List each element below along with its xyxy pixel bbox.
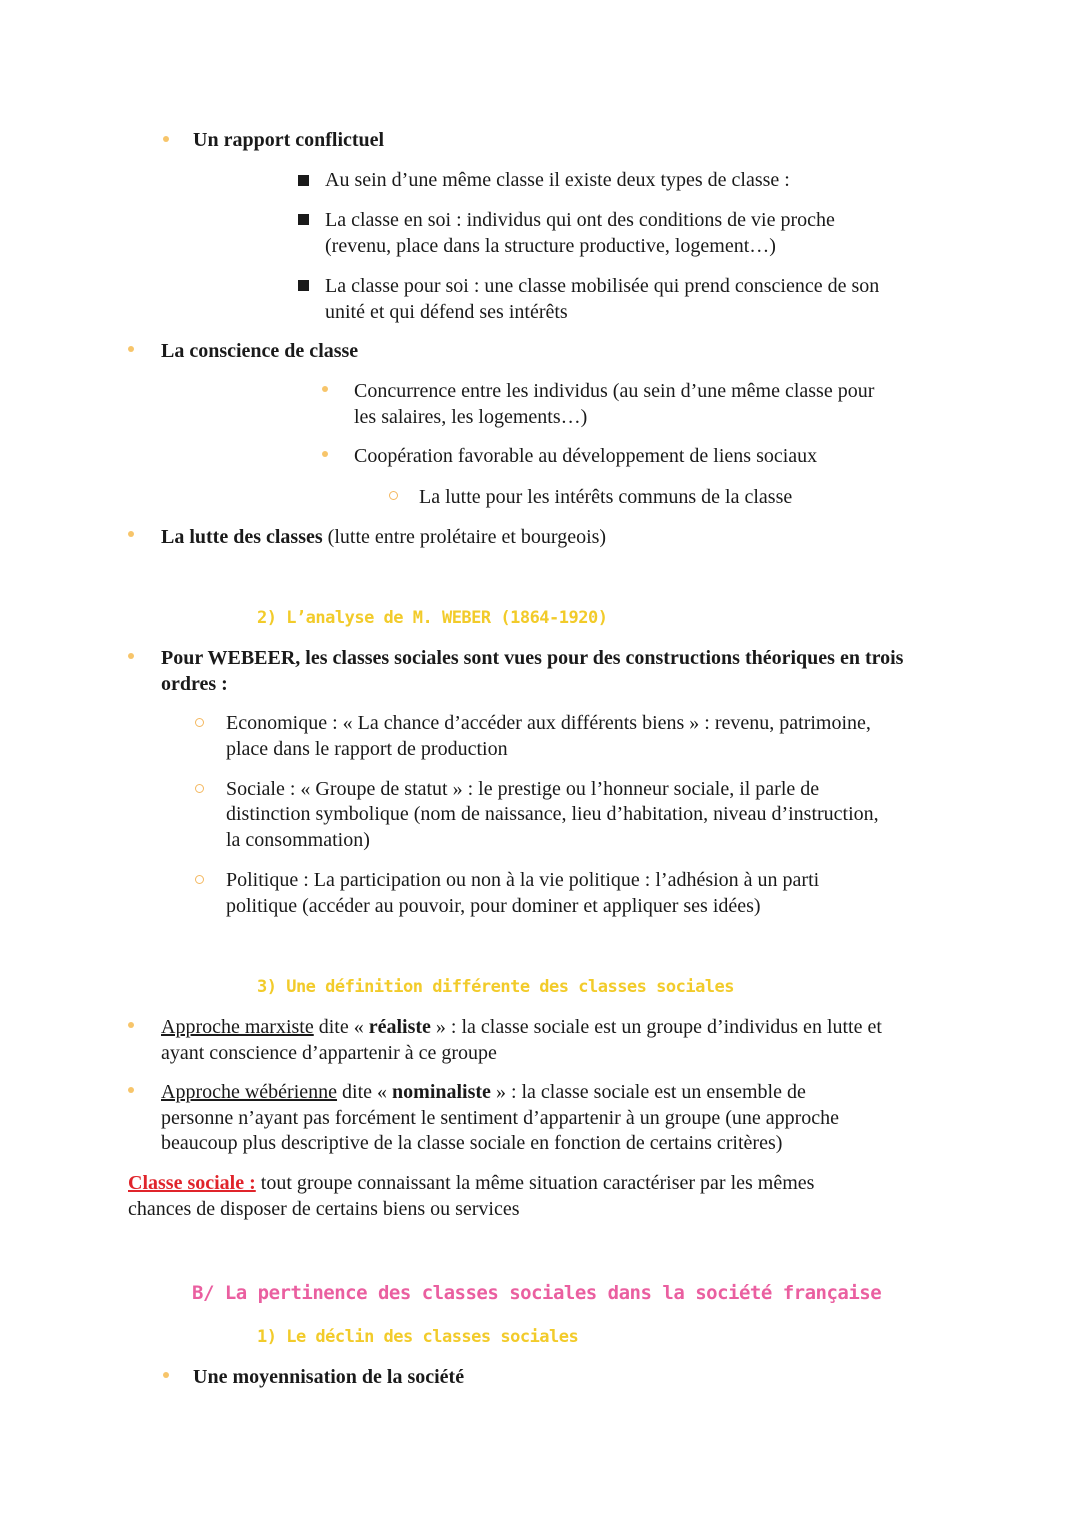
- keyword-realiste: réaliste: [368, 1016, 431, 1038]
- text: » : la classe sociale est un groupe d’individus en lutte et: [430, 1016, 882, 1038]
- bullet-dot-icon: [128, 531, 134, 537]
- approche-weberienne-link: Approche wébérienne: [161, 1081, 338, 1103]
- keyword-nominaliste: nominaliste: [392, 1081, 491, 1103]
- list-item: Politique : La participation ou non à la vie politique : l’adhésion à un parti: [226, 869, 820, 891]
- section-heading-weber: 2) L’analyse de M. WEBER (1864-1920): [257, 608, 608, 628]
- list-item: Economique : « La chance d’accéder aux différents biens » : revenu, patrimoine,: [226, 712, 871, 734]
- paragraph-approche-weberienne: [161, 1079, 806, 1105]
- subheading-rapport-conflictuel: Un rapport conflictuel: [193, 129, 385, 151]
- list-item: Concurrence entre les individus (au sein d’une même classe pour: [354, 380, 875, 402]
- weber-intro-continuation: ordres :: [161, 673, 228, 695]
- list-item-continuation: (revenu, place dans la structure productive, logement…): [325, 235, 776, 257]
- list-item: La classe pour soi : une classe mobilisée qui prend conscience de son: [325, 275, 880, 297]
- square-bullet-icon: [298, 214, 309, 225]
- text: dite «: [337, 1081, 393, 1103]
- definition-classe-sociale: [128, 1170, 814, 1196]
- text: tout groupe connaissant la même situation caractériser par les mêmes: [255, 1172, 815, 1194]
- bullet-dot-icon: [322, 386, 328, 392]
- bullet-dot-icon: [128, 346, 134, 352]
- bullet-dot-icon: [128, 1087, 134, 1093]
- list-item-continuation: distinction symbolique (nom de naissance, lieu d’habitation, niveau d’instruction,: [226, 803, 879, 825]
- list-item: Au sein d’une même classe il existe deux types de classe :: [325, 169, 790, 191]
- list-item: La classe en soi : individus qui ont des conditions de vie proche: [325, 209, 835, 231]
- list-item-continuation: les salaires, les logements…): [354, 406, 588, 428]
- text: » : la classe sociale est un ensemble de: [490, 1081, 806, 1103]
- list-item-continuation: place dans le rapport de production: [226, 738, 508, 760]
- weber-intro: Pour WEBEER, les classes sociales sont vues pour des constructions théoriques en trois: [161, 647, 904, 669]
- square-bullet-icon: [298, 175, 309, 186]
- section-heading-definition: 3) Une définition différente des classes sociales: [257, 977, 735, 997]
- paragraph-lutte-des-classes: [161, 524, 606, 550]
- list-item-continuation: politique (accéder au pouvoir, pour dominer et appliquer ses idées): [226, 895, 761, 917]
- bullet-dot-icon: [322, 451, 328, 457]
- bullet-dot-icon: [128, 653, 134, 659]
- list-item-continuation: la consommation): [226, 829, 370, 851]
- paragraph-continuation: ayant conscience d’appartenir à ce groupe: [161, 1042, 497, 1064]
- circle-bullet-icon: [195, 784, 204, 793]
- approche-marxiste-link: Approche marxiste: [161, 1016, 314, 1038]
- lutte-rest: (lutte entre prolétaire et bourgeois): [322, 526, 607, 548]
- lutte-title: La lutte des classes: [161, 526, 323, 548]
- list-item: Coopération favorable au développement de liens sociaux: [354, 445, 818, 467]
- circle-bullet-icon: [389, 491, 398, 500]
- subheading-conscience-de-classe: La conscience de classe: [161, 340, 359, 362]
- list-item: Sociale : « Groupe de statut » : le prestige ou l’honneur sociale, il parle de: [226, 778, 820, 800]
- paragraph-approche-marxiste: [161, 1014, 882, 1040]
- bullet-dot-icon: [128, 1022, 134, 1028]
- section-heading-declin: 1) Le déclin des classes sociales: [257, 1327, 579, 1347]
- square-bullet-icon: [298, 280, 309, 291]
- section-heading-b: B/ La pertinence des classes sociales dans la société française: [192, 1282, 882, 1304]
- circle-bullet-icon: [195, 718, 204, 727]
- bullet-dot-icon: [163, 1372, 169, 1378]
- definition-label: Classe sociale :: [128, 1172, 256, 1194]
- circle-bullet-icon: [195, 875, 204, 884]
- definition-continuation: chances de disposer de certains biens ou services: [128, 1198, 520, 1220]
- list-item-continuation: unité et qui défend ses intérêts: [325, 301, 568, 323]
- bullet-dot-icon: [163, 136, 169, 142]
- list-item: La lutte pour les intérêts communs de la classe: [419, 486, 793, 508]
- paragraph-continuation: personne n’ayant pas forcément le sentiment d’appartenir à un groupe (une approche: [161, 1107, 840, 1129]
- subheading-moyennisation: Une moyennisation de la société: [193, 1366, 465, 1388]
- text: dite «: [313, 1016, 369, 1038]
- paragraph-continuation: beaucoup plus descriptive de la classe sociale en fonction de certains critères): [161, 1132, 783, 1154]
